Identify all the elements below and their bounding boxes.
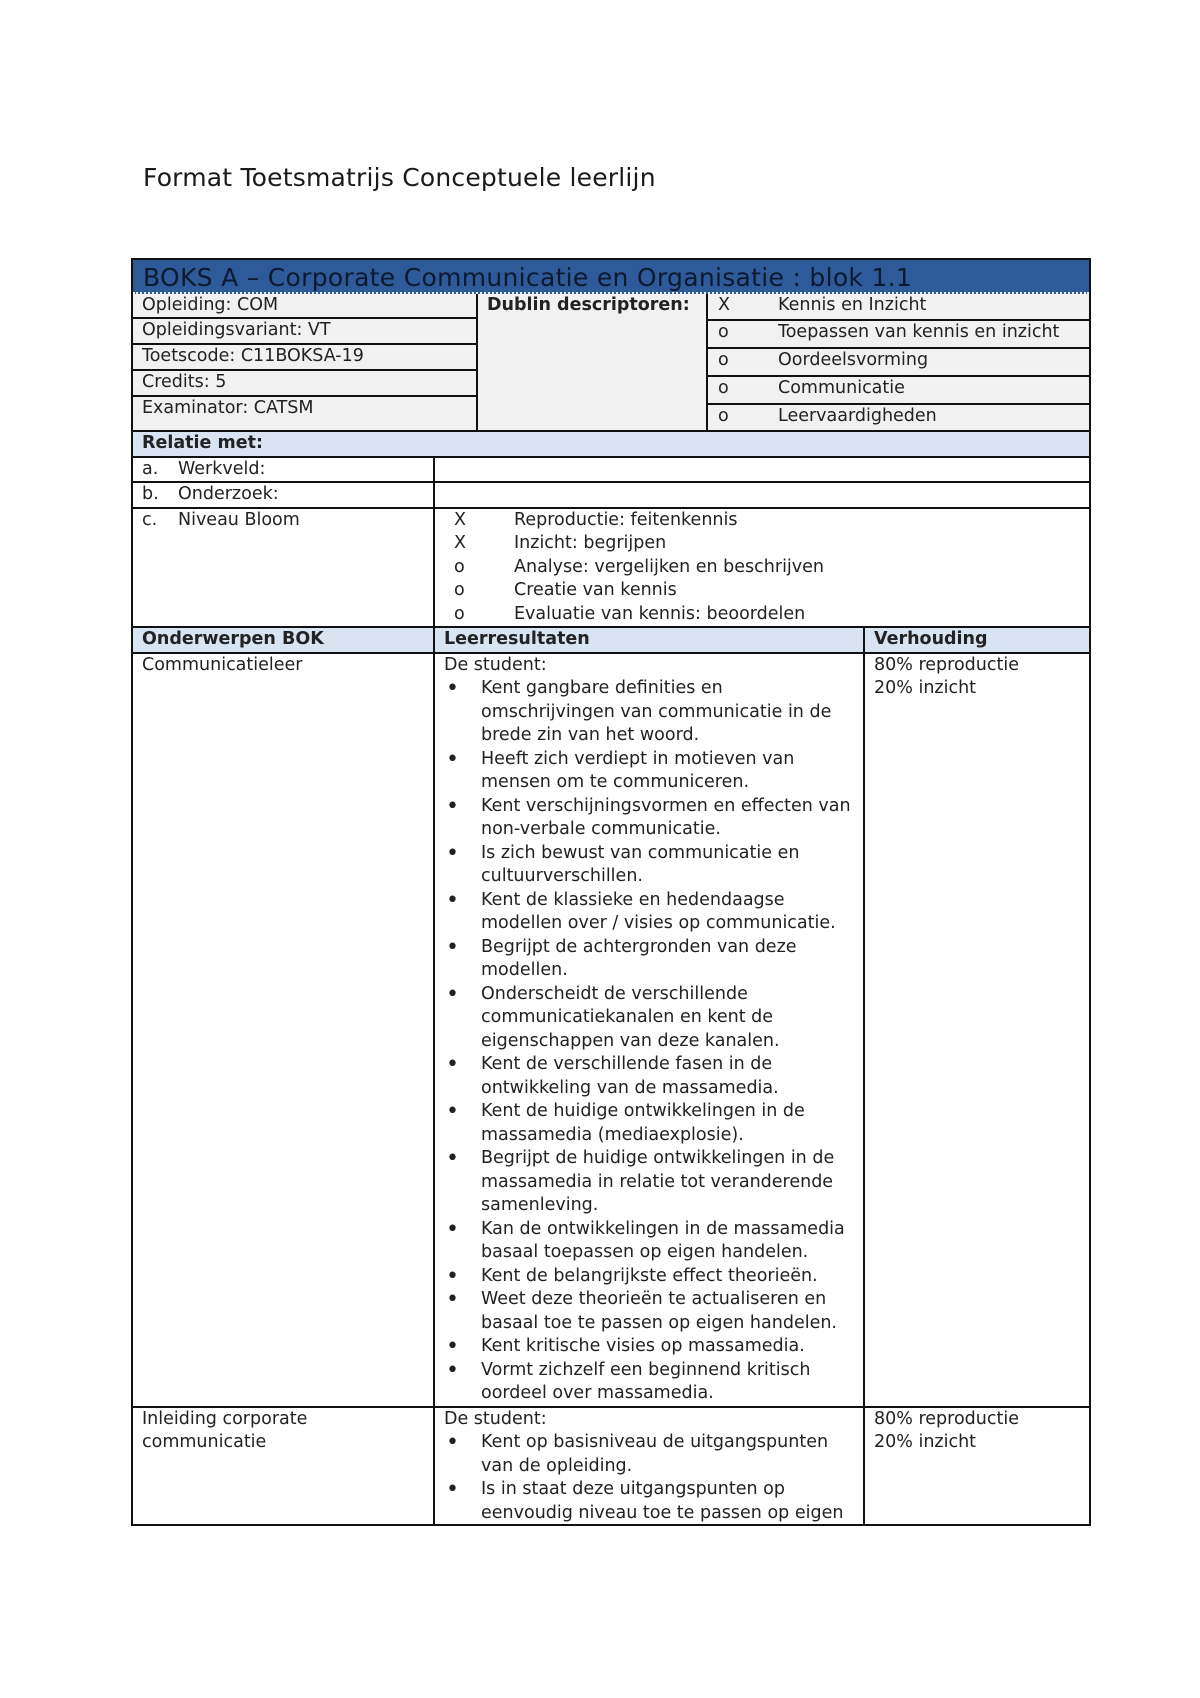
info-opleidingsvariant: Opleidingsvariant: VT: [133, 319, 476, 345]
bloom-item: o Evaluatie van kennis: beoordelen: [454, 603, 806, 624]
list-item: • Kent de klassieke en hedendaagse modellen over / visies op communicatie.: [444, 889, 854, 936]
verhouding-reproductie: 80% reproductie: [874, 654, 1019, 675]
onderwerp-cell: Communicatieleer: [142, 654, 303, 675]
leerresultaten-list: [444, 677, 854, 1406]
list-item: • Kent de verschillende fasen in de ontwikkeling van de massamedia.: [444, 1053, 854, 1100]
list-item: • Vormt zichzelf een beginnend kritisch oordeel over massamedia.: [444, 1359, 854, 1406]
relatie-label: Relatie met:: [142, 433, 263, 453]
table-row: [133, 1406, 1089, 1524]
list-item: • Is in staat deze uitgangspunten op eenvoudig niveau toe te passen op eigen: [444, 1478, 854, 1524]
verhouding-cell: [863, 1408, 1089, 1524]
bloom-item: X Reproductie: feitenkennis: [454, 509, 738, 530]
list-item: • Kan de ontwikkelingen in de massamedia basaal toepassen op eigen handelen.: [444, 1218, 854, 1265]
dublin-item: o Oordeelsvorming: [708, 349, 1089, 377]
header-verhouding: Verhouding: [863, 628, 1089, 652]
relatie-onderzoek-row: [133, 481, 1089, 507]
list-item: • Is zich bewust van communicatie en cultuurverschillen.: [444, 842, 854, 889]
header-leerresultaten: Leerresultaten: [433, 628, 863, 652]
list-item: • Kent de huidige ontwikkelingen in de massamedia (mediaexplosie).: [444, 1100, 854, 1147]
relatie-header-row: [133, 430, 1089, 456]
relatie-bloom: c. Niveau Bloom: [142, 509, 300, 530]
intro-text: De student:: [444, 1408, 547, 1429]
verhouding-inzicht: 20% inzicht: [874, 1432, 977, 1452]
dublin-item: o Communicatie: [708, 377, 1089, 405]
info-credits: Credits: 5: [133, 371, 476, 397]
info-examinator: Examinator: CATSM: [142, 398, 314, 418]
list-item: • Kent verschijningsvormen en effecten van non-verbale communicatie.: [444, 795, 854, 842]
leerresultaten-cell: [433, 1408, 863, 1524]
bloom-list: [433, 509, 1089, 627]
list-item: • Kent kritische visies op massamedia.: [444, 1335, 854, 1359]
relatie-werkveld-value: [433, 458, 1089, 482]
relatie-onderzoek: b. Onderzoek:: [142, 484, 279, 504]
toetsmatrijs-table: [131, 258, 1091, 1526]
verhouding-reproductie: 80% reproductie: [874, 1408, 1019, 1429]
list-item: • Kent op basisniveau de uitgangspunten van de opleiding.: [444, 1431, 854, 1478]
dublin-item: X Kennis en Inzicht: [708, 294, 1089, 321]
document-title: Format Toetsmatrijs Conceptuele leerlijn: [143, 163, 656, 192]
dublin-label: Dublin descriptoren:: [476, 294, 706, 430]
dublin-item: o Toepassen van kennis en inzicht: [708, 321, 1089, 349]
list-item: • Weet deze theorieën te actualiseren en basaal toe te passen op eigen handelen.: [444, 1288, 854, 1335]
verhouding-cell: [863, 654, 1089, 1406]
relatie-werkveld-row: [133, 456, 1089, 482]
list-item: • Begrijpt de huidige ontwikkelingen in de massamedia in relatie tot veranderende samenleving.: [444, 1147, 854, 1218]
boks-header: BOKS A – Corporate Communicatie en Organisatie : blok 1.1: [133, 260, 1089, 294]
relatie-onderzoek-value: [433, 483, 1089, 507]
bloom-item: X Inzicht: begrijpen: [454, 533, 667, 553]
dublin-item: o Leervaardigheden: [718, 406, 937, 426]
table-row: [133, 652, 1089, 1406]
list-item: • Begrijpt de achtergronden van deze modellen.: [444, 936, 854, 983]
relatie-bloom-row: [133, 507, 1089, 627]
header-onderwerpen: Onderwerpen BOK: [142, 629, 324, 649]
list-item: • Kent de belangrijkste effect theorieën.: [444, 1265, 854, 1289]
leerresultaten-cell: [433, 654, 863, 1406]
list-item: • Kent gangbare definities en omschrijvingen van communicatie in de brede zin van het woord.: [444, 677, 854, 748]
dublin-list: [706, 294, 1089, 430]
info-opleiding: Opleiding: COM: [133, 294, 476, 319]
verhouding-inzicht: 20% inzicht: [874, 678, 977, 698]
list-item: • Onderscheidt de verschillende communicatiekanalen en kent de eigenschappen van deze kanalen.: [444, 983, 854, 1054]
info-block: [133, 294, 1089, 430]
leerresultaten-list: [444, 1431, 854, 1524]
relatie-werkveld: a. Werkveld:: [142, 458, 266, 479]
onderwerp-cell: Inleiding corporate communicatie: [142, 1408, 308, 1452]
bloom-item: o Analyse: vergelijken en beschrijven: [454, 556, 825, 577]
info-left: [133, 294, 476, 430]
bloom-item: o Creatie van kennis: [454, 580, 677, 600]
intro-text: De student:: [444, 654, 547, 675]
info-toetscode: Toetscode: C11BOKSA-19: [133, 345, 476, 371]
column-header-row: [133, 626, 1089, 652]
list-item: • Heeft zich verdiept in motieven van mensen om te communiceren.: [444, 748, 854, 795]
